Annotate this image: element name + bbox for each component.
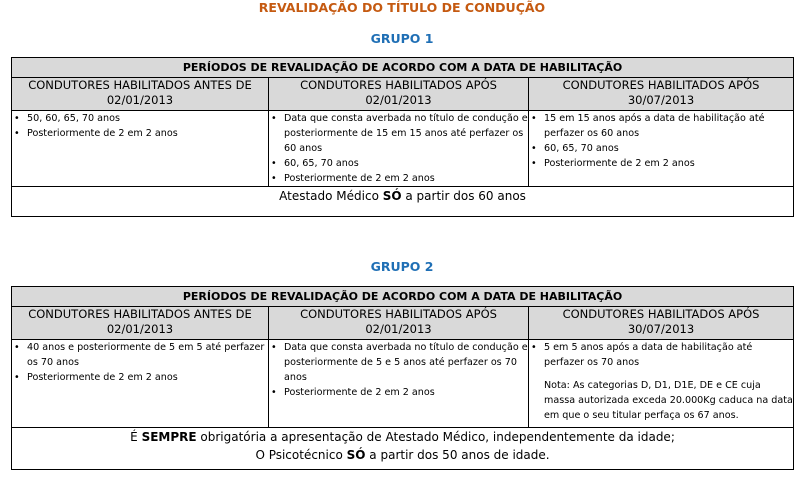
list-item: • Data que consta averbada no título de condução e posteriormente de 5 e 5 anos até perfazer os 70 anos [269,340,528,385]
group-2-cell-1 [12,340,269,428]
group-2-col-1-header: CONDUTORES HABILITADOS ANTES DE 02/01/2013 [12,307,269,340]
category-note: Nota: As categorias D, D1, D1E, DE e CE cuja massa autorizada exceda 20.000Kg caduca na data em que o seu titular perfaça os 67 anos. [544,380,793,421]
list-item: • 60, 65, 70 anos [529,141,793,156]
group-2-cell-2 [269,340,529,428]
group-1-cell-2 [269,111,529,187]
group-1-footer: Atestado Médico SÓ a partir dos 60 anos [12,187,794,217]
list-item: • Posteriormente de 2 em 2 anos [269,171,528,186]
list-item: • Posteriormente de 2 em 2 anos [12,370,268,385]
list-item: • Posteriormente de 2 em 2 anos [12,126,268,141]
group-2-footer: É SEMPRE obrigatória a apresentação de Atestado Médico, independentemente da idade; O Psicotécnico SÓ a partir dos 50 anos de idade. [12,428,794,470]
group-2-col-3-header: CONDUTORES HABILITADOS APÓS 30/07/2013 [529,307,794,340]
document-title: REVALIDAÇÃO DO TÍTULO DE CONDUÇÃO [258,0,546,15]
group-1-cell-1 [12,111,269,187]
list-item: • 60, 65, 70 anos [269,156,528,171]
group-1-header: PERÍODOS DE REVALIDAÇÃO DE ACORDO COM A DATA DE HABILITAÇÃO [12,58,794,78]
list-item: • Posteriormente de 2 em 2 anos [269,385,528,400]
group-1-title: GRUPO 1 [370,31,434,46]
group-2-header: PERÍODOS DE REVALIDAÇÃO DE ACORDO COM A DATA DE HABILITAÇÃO [12,287,794,307]
group-2-cell-3 [529,340,794,428]
group-2-title: GRUPO 2 [370,259,434,274]
list-item: • 5 em 5 anos após a data de habilitação até perfazer os 70 anos [529,340,793,370]
group-1-col-2-header: CONDUTORES HABILITADOS APÓS 02/01/2013 [269,78,529,111]
list-item: • 40 anos e posteriormente de 5 em 5 até perfazer os 70 anos [12,340,268,370]
group-1-col-1-header: CONDUTORES HABILITADOS ANTES DE 02/01/2013 [12,78,269,111]
group-2-col-2-header: CONDUTORES HABILITADOS APÓS 02/01/2013 [269,307,529,340]
list-item: • 50, 60, 65, 70 anos [12,111,268,126]
list-item: • Data que consta averbada no título de condução e posteriormente de 15 em 15 anos até perfazer os 60 anos [269,111,528,156]
list-item: • 15 em 15 anos após a data de habilitação até perfazer os 60 anos [529,111,793,141]
group-1-cell-3 [529,111,794,187]
group-2-table [11,286,794,470]
group-1-col-3-header: CONDUTORES HABILITADOS APÓS 30/07/2013 [529,78,794,111]
group-1-table [11,57,794,217]
list-item: • Posteriormente de 2 em 2 anos [529,156,793,171]
